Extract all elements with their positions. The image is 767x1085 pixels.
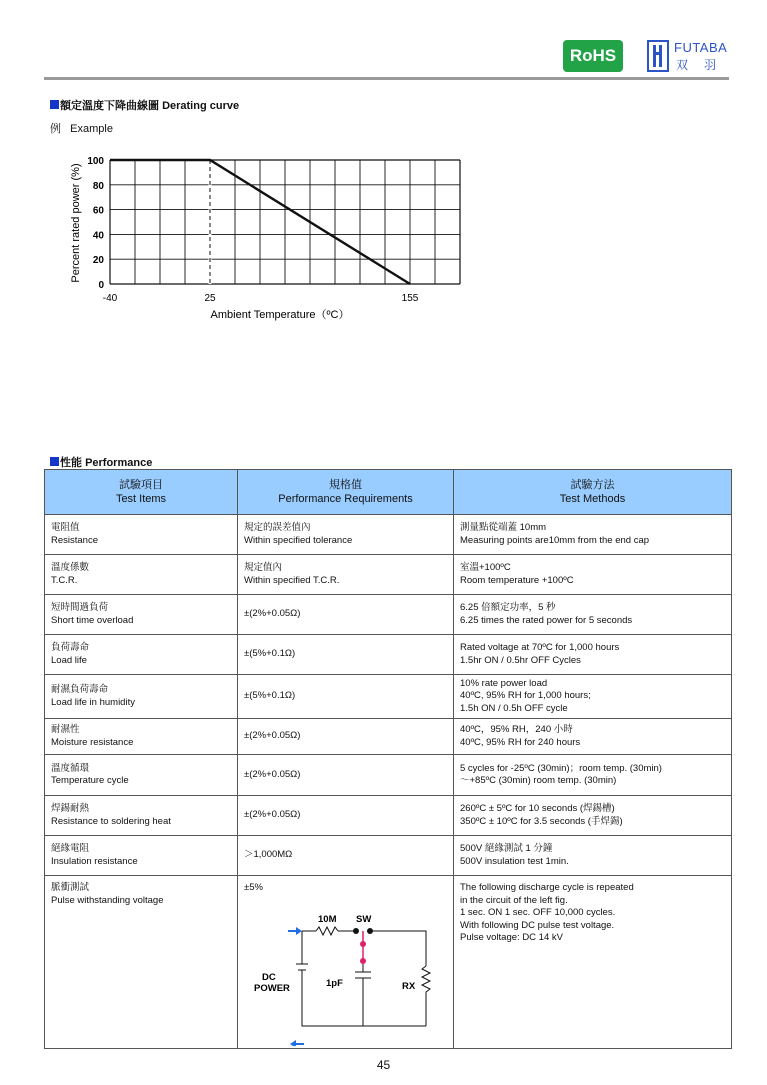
requirement-cell [238, 675, 454, 719]
test-method-text: 1.5hr ON / 0.5hr OFF Cycles [460, 654, 581, 666]
test-item-text: 絕緣電阻 [51, 843, 90, 854]
test-item-cell [45, 755, 238, 796]
test-method-text: 6.25 times the rated power for 5 seconds [460, 614, 633, 626]
arrow-left-icon [290, 1040, 296, 1046]
test-item-text: 耐濕負荷壽命 [51, 684, 109, 695]
header-test-methods: 試驗方法 Test Methods [454, 470, 732, 515]
test-item-text: 短時間過負荷 [51, 602, 109, 613]
table-row [45, 635, 732, 675]
test-method-text: 350ºC ± 10ºC for 3.5 seconds (手焊錫) [460, 815, 623, 827]
test-item-text: T.C.R. [51, 574, 78, 586]
table-row [45, 755, 732, 796]
test-item-text: 耐濕性 [51, 724, 80, 735]
test-item-text: 電阻值 [51, 522, 80, 533]
header-test-items: 試驗項目 Test Items [45, 470, 238, 515]
bullet-square-icon [50, 457, 59, 466]
requirement-cell [238, 876, 454, 1049]
table-row [45, 836, 732, 876]
x-axis-label: Ambient Temperature（ºC） [210, 309, 350, 321]
example-en: Example [70, 123, 113, 135]
test-item-cell [45, 515, 238, 555]
test-method-cell [454, 675, 732, 719]
page-number: 45 [376, 1058, 391, 1072]
test-method-text: ～+85ºC (30min) room temp. (30min) [460, 775, 617, 786]
bullet-square-icon [50, 100, 59, 109]
test-method-text: Rated voltage at 70ºC for 1,000 hours [460, 642, 620, 653]
brand-name-en: FUTABA [674, 40, 728, 55]
brand-name-cn: 双羽 [676, 58, 733, 72]
example-cn: 例 [50, 123, 61, 135]
x-tick-label: 155 [401, 293, 419, 304]
test-method-text: 260ºC ± 5ºC for 10 seconds (焊錫槽) [460, 803, 615, 814]
x-tick-label: -40 [102, 293, 118, 304]
requirement-cell [238, 595, 454, 635]
performance-title-cn: 性能 [60, 457, 82, 469]
requirement-text: ±(2%+0.05Ω) [244, 809, 301, 821]
label-dc: DC [262, 972, 276, 983]
requirement-text: 規定值內 [244, 562, 283, 573]
requirement-text: ±(5%+0.1Ω) [244, 690, 296, 702]
label-sw: SW [356, 914, 372, 925]
pulse-test-circuit-diagram [246, 906, 446, 1046]
test-item-text: 脈衝測試 [51, 882, 90, 893]
test-item-cell [45, 876, 238, 1049]
test-method-text: 6.25 倍額定功率，5 秒 [460, 602, 556, 613]
test-item-text: Temperature cycle [51, 775, 129, 786]
test-method-text: 500V 絕緣測試 1 分鐘 [460, 843, 553, 854]
requirement-text: ±5% [244, 882, 263, 893]
y-tick-label: 40 [92, 230, 104, 242]
test-method-text: 5 cycles for -25ºC (30min)；room temp. (30min) [460, 762, 662, 774]
test-method-cell [454, 719, 732, 755]
test-method-cell [454, 555, 732, 595]
requirement-text: 規定的誤差值內 [244, 522, 311, 533]
test-method-cell [454, 515, 732, 555]
test-item-text: Load life [51, 654, 87, 666]
test-item-text: 焊錫耐熱 [51, 803, 90, 814]
requirement-cell [238, 555, 454, 595]
y-tick-label: 0 [98, 280, 104, 291]
table-row [45, 719, 732, 755]
test-method-text: Room temperature +100ºC [460, 574, 574, 586]
test-item-cell [45, 555, 238, 595]
requirement-cell [238, 836, 454, 876]
requirement-cell [238, 515, 454, 555]
test-item-text: 溫度循環 [51, 762, 90, 774]
performance-title [50, 454, 152, 470]
test-method-text: 10% rate power load [460, 677, 548, 689]
test-item-text: Resistance to soldering heat [51, 815, 171, 827]
chart-grid [110, 160, 460, 284]
requirement-text: ±(2%+0.05Ω) [244, 608, 301, 620]
test-method-text: Pulse voltage: DC 14 kV [460, 932, 563, 943]
test-item-text: 溫度係數 [51, 562, 90, 573]
test-item-text: Insulation resistance [51, 855, 138, 867]
test-method-cell [454, 836, 732, 876]
test-method-text: Measuring points are10mm from the end cap [460, 534, 650, 546]
test-method-text: 40ºC, 95% RH for 1,000 hours; [460, 690, 591, 702]
performance-title-en: Performance [85, 457, 153, 469]
table-row [45, 595, 732, 635]
test-method-cell [454, 796, 732, 836]
derating-title [50, 97, 239, 113]
test-method-text: 室溫+100ºC [460, 562, 511, 573]
table-row [45, 796, 732, 836]
x-tick-label: 25 [204, 293, 216, 304]
requirement-cell [238, 796, 454, 836]
test-item-cell [45, 595, 238, 635]
derating-title-cn: 額定溫度下降曲線圖 [60, 100, 159, 112]
test-method-text: The following discharge cycle is repeated [460, 882, 634, 893]
test-item-cell [45, 796, 238, 836]
label-1pf: 1pF [326, 978, 343, 989]
test-method-cell [454, 755, 732, 796]
requirement-cell [238, 635, 454, 675]
table-row [45, 876, 732, 1049]
rohs-badge: RoHS [563, 40, 623, 72]
requirement-text: ±(2%+0.05Ω) [244, 768, 301, 780]
test-item-text: 負荷壽命 [51, 642, 90, 653]
test-item-cell [45, 719, 238, 755]
table-row [45, 515, 732, 555]
requirement-text: ±(2%+0.05Ω) [244, 730, 301, 742]
test-method-text: 40ºC，95% RH，240 小時 [460, 724, 573, 735]
y-tick-label: 100 [87, 156, 104, 167]
requirement-cell [238, 755, 454, 796]
test-method-cell [454, 595, 732, 635]
test-method-text: in the circuit of the left fig. [460, 894, 568, 906]
example-label [50, 120, 113, 136]
test-method-text: 測量點從端蓋 10mm [460, 522, 547, 533]
test-method-text: With following DC pulse test voltage. [460, 919, 615, 931]
test-item-text: Load life in humidity [51, 696, 135, 708]
test-method-cell [454, 635, 732, 675]
futaba-logo-icon [647, 40, 669, 72]
performance-table [44, 469, 732, 1049]
table-header-row [45, 470, 732, 515]
requirement-text: ＞1,000MΩ [244, 849, 293, 861]
y-tick-label: 20 [92, 255, 104, 267]
y-tick-label: 60 [92, 205, 104, 217]
header-requirements: 規格值 Performance Requirements [238, 470, 454, 515]
test-item-text: Moisture resistance [51, 736, 134, 748]
test-item-text: Pulse withstanding voltage [51, 894, 164, 906]
resistor-10m [316, 927, 338, 935]
test-item-cell [45, 635, 238, 675]
header-rule [44, 77, 729, 80]
test-item-text: Short time overload [51, 614, 134, 626]
test-method-text: 500V insulation test 1min. [460, 855, 569, 867]
chart-ticks [87, 156, 418, 304]
requirement-text: Within specified T.C.R. [244, 574, 340, 586]
table-row [45, 555, 732, 595]
y-tick-label: 80 [92, 180, 104, 192]
test-method-cell [454, 876, 732, 1049]
requirement-text: Within specified tolerance [244, 534, 353, 546]
derating-chart [60, 150, 480, 325]
test-method-text: 1.5h ON / 0.5h OFF cycle [460, 702, 568, 714]
arrow-right-icon [296, 927, 302, 935]
test-method-text: 1 sec. ON 1 sec. OFF 10,000 cycles. [460, 907, 616, 918]
test-item-text: Resistance [51, 534, 98, 546]
test-method-text: 40ºC, 95% RH for 240 hours [460, 736, 581, 748]
requirement-cell [238, 719, 454, 755]
label-dc-power: POWER [254, 983, 290, 994]
y-axis-label: Percent rated power (%) [70, 163, 82, 283]
table-row [45, 675, 732, 719]
label-10m: 10M [318, 914, 337, 925]
label-rx: RX [402, 981, 416, 992]
test-item-cell [45, 675, 238, 719]
requirement-text: ±(5%+0.1Ω) [244, 648, 296, 660]
derating-title-en: Derating curve [162, 100, 240, 112]
test-item-cell [45, 836, 238, 876]
